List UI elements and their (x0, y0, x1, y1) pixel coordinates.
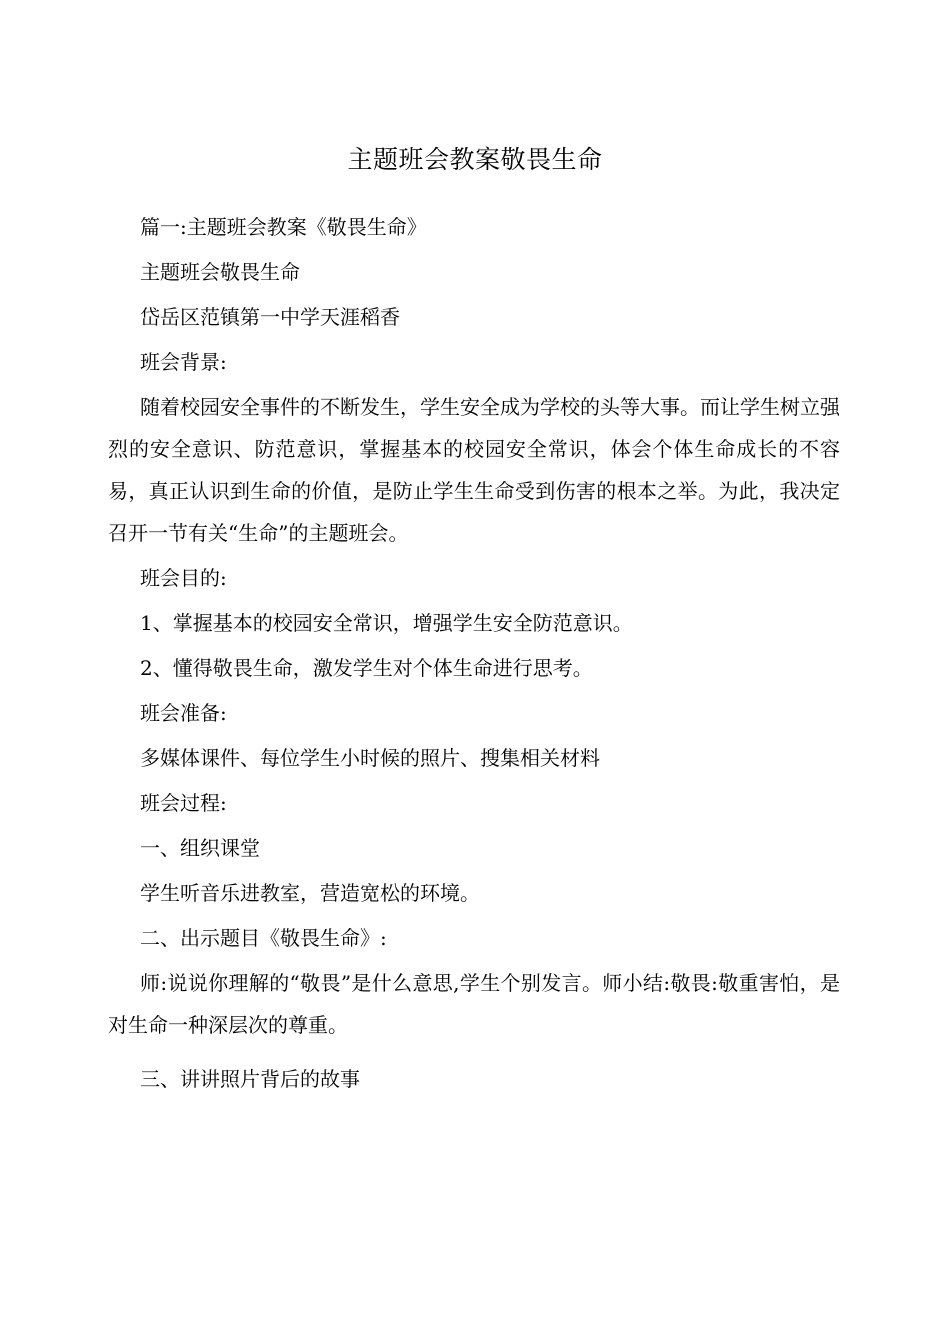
paragraph-step-1: 一、组织课堂 (140, 836, 260, 860)
paragraph-step-3: 三、讲讲照片背后的故事 (140, 1067, 360, 1091)
paragraph-preparation-text: 多媒体课件、每位学生小时候的照片、搜集相关材料 (140, 746, 600, 770)
paragraph-process-heading: 班会过程: (140, 791, 227, 815)
paragraph-goal-1: 1、掌握基本的校园安全常识，增强学生安全防范意识。 (140, 611, 633, 635)
paragraph-step-2: 二、出示题目《敬畏生命》: (140, 926, 387, 950)
paragraph-heading-part-one: 篇一:主题班会教案《敬畏生命》 (140, 215, 427, 239)
paragraph-background-text: 随着校园安全事件的不断发生，学生安全成为学校的头等大事。而让学生树立强烈的安全意识、防范意识，掌握基本的校园安全常识，体会个体生命成长的不容易，真正认识到生命的价值，是防止学生生命受到伤害的根本之举。为此，我决定召开一节有关“生命”的主题班会。 (108, 395, 840, 545)
document-body (108, 206, 840, 1100)
paragraph-preparation-heading: 班会准备: (140, 701, 227, 725)
paragraph-goal-2: 2、懂得敬畏生命，激发学生对个体生命进行思考。 (140, 656, 593, 680)
document-title: 主题班会教案敬畏生命 (347, 145, 603, 174)
paragraph-step-1-text: 学生听音乐进教室，营造宽松的环境。 (140, 881, 480, 905)
paragraph-step-2-text: 师:说说你理解的“敬畏”是什么意思,学生个别发言。师小结:敬畏:敬重害怕，是对生命一种深层次的尊重。 (108, 971, 840, 1037)
paragraph-subtitle: 主题班会敬畏生命 (140, 260, 300, 284)
paragraph-author: 岱岳区范镇第一中学天涯稻香 (140, 305, 400, 329)
paragraph-background-heading: 班会背景: (140, 350, 227, 374)
paragraph-goal-heading: 班会目的: (140, 566, 227, 590)
